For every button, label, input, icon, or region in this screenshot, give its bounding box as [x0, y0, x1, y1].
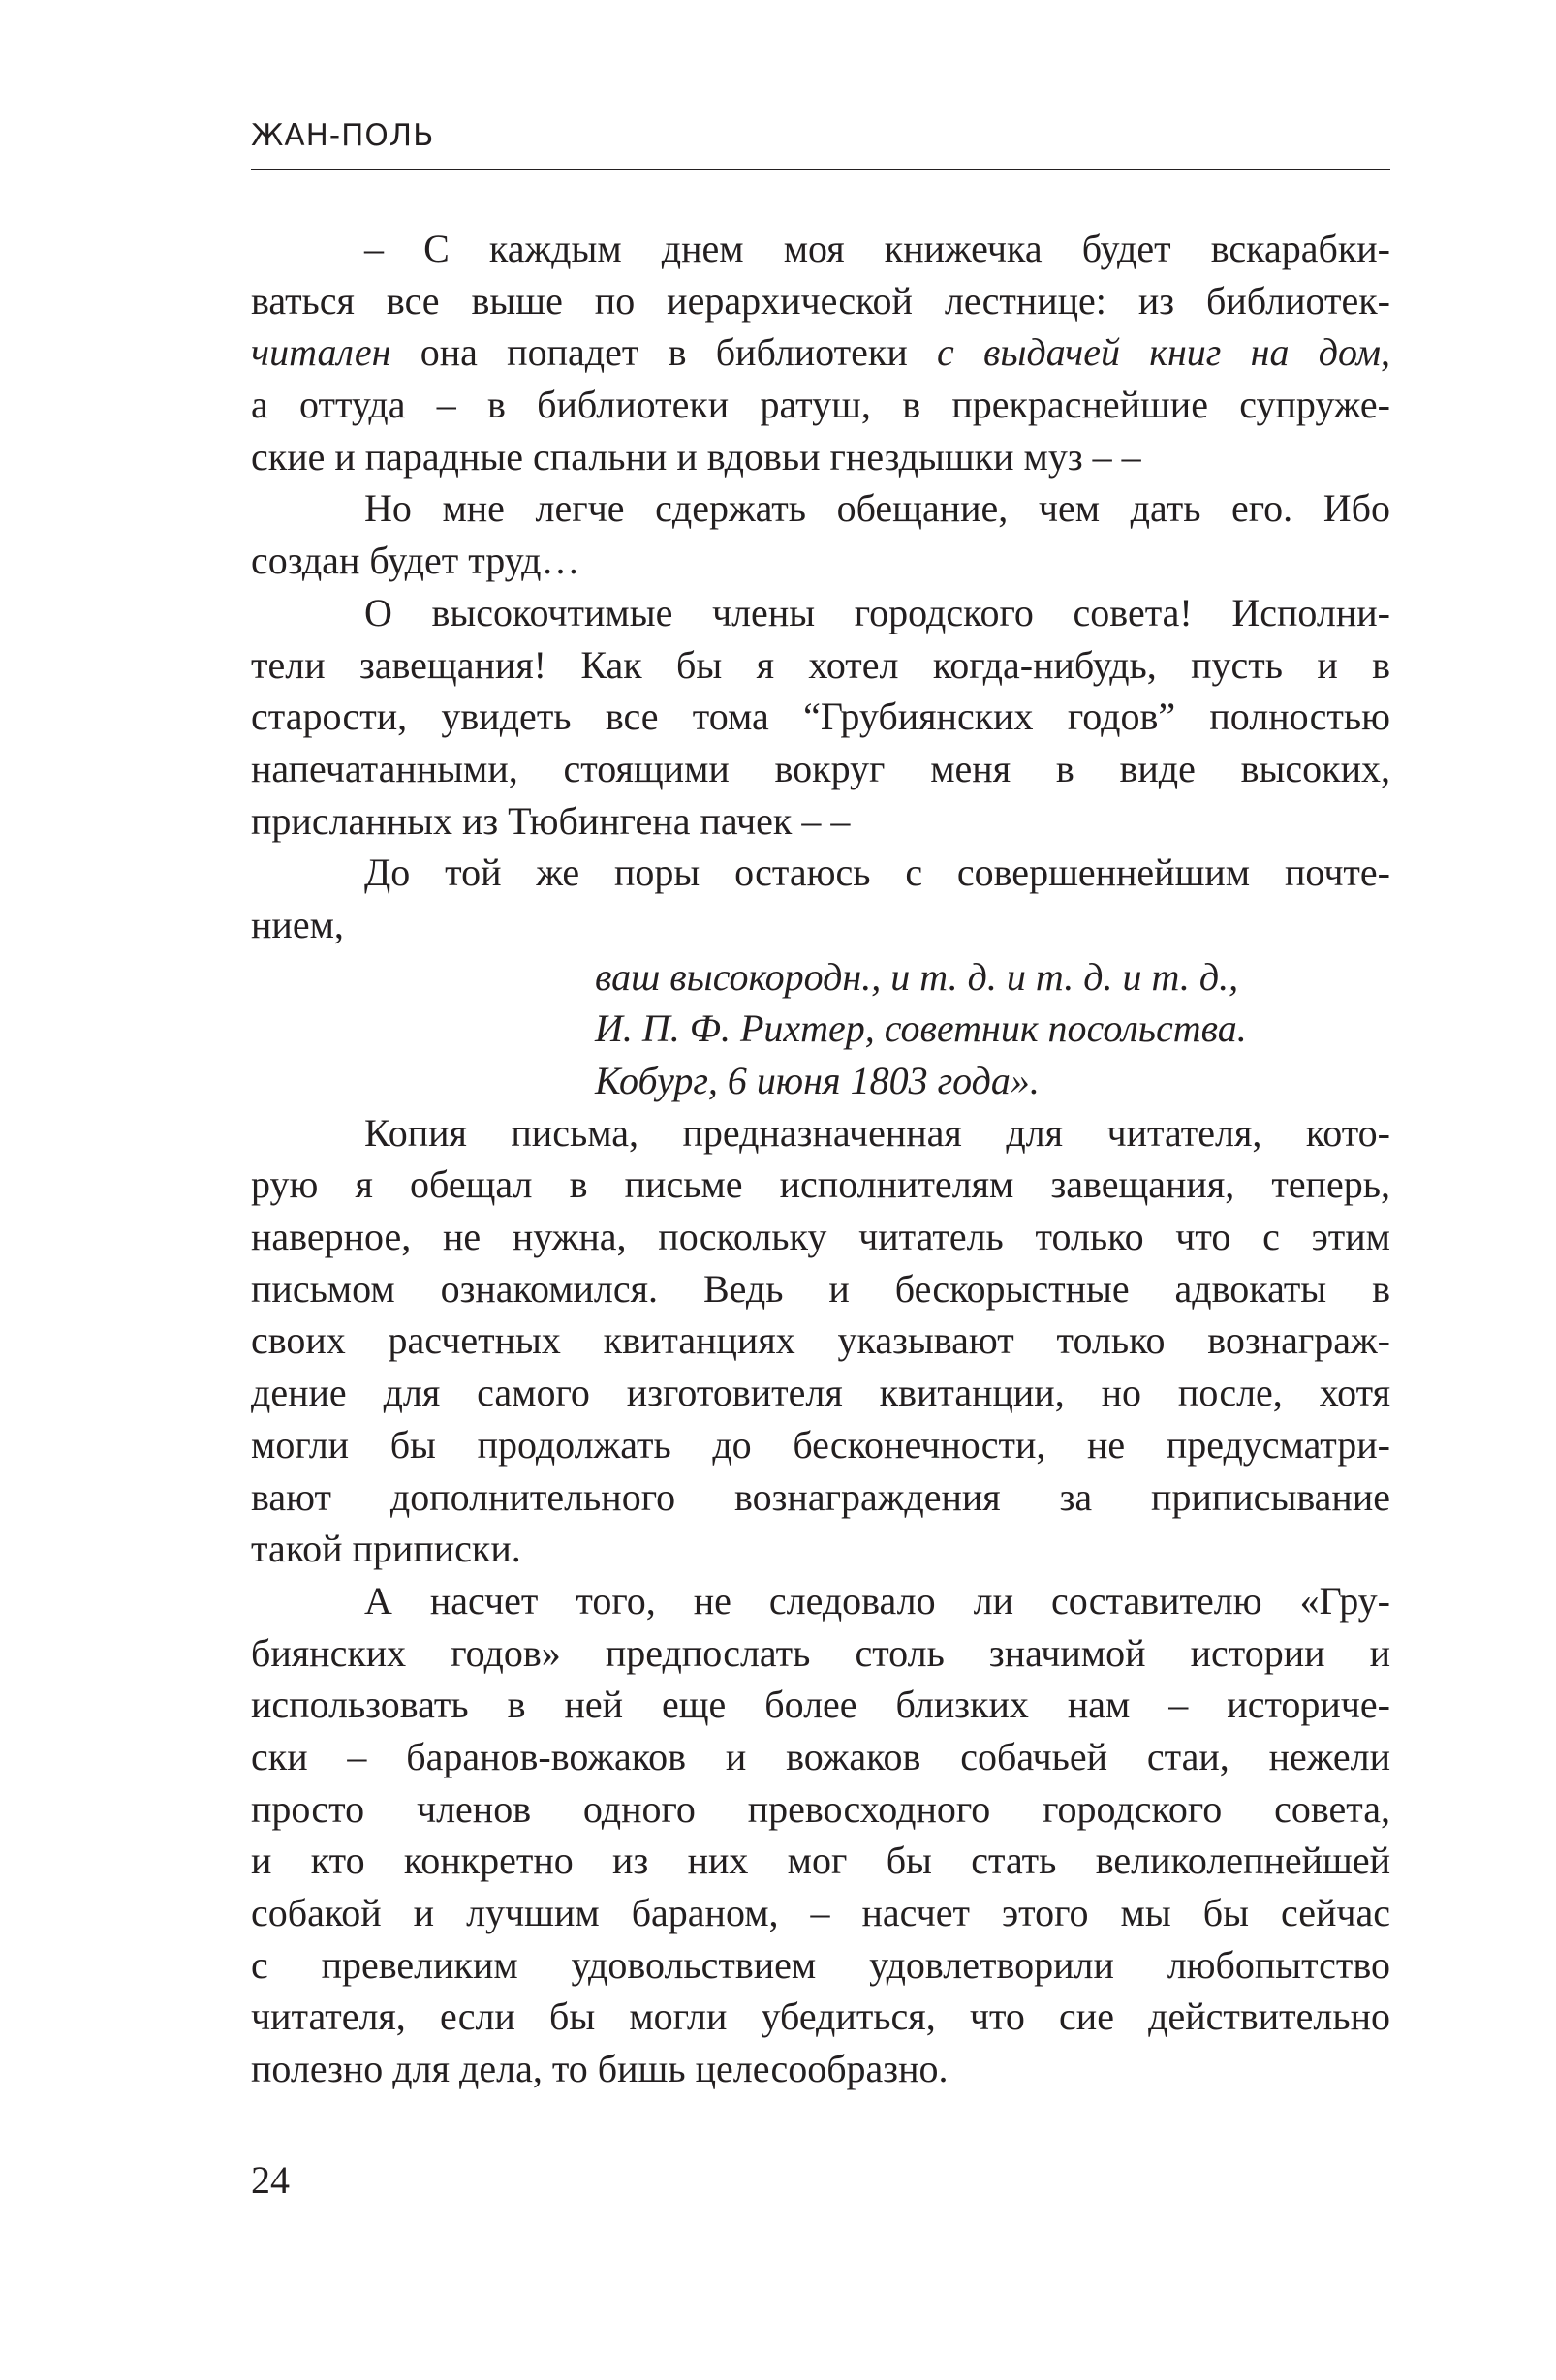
- text-line: письмом ознакомился. Ведь и бескорыстные адвокаты в: [251, 1266, 1390, 1311]
- text-line: рую я обещал в письме исполнителям завещания, теперь,: [251, 1162, 1390, 1207]
- text-line: Копия письма, предназначенная для читателя, кото-: [364, 1110, 1390, 1155]
- italic-span: Кобург, 6 июня 1803 года: [595, 1059, 1011, 1102]
- text-line: Но мне легче сдержать обещание, чем дать его. Ибо: [364, 486, 1390, 531]
- text-line: нием,: [251, 902, 344, 946]
- text-line: ваться все выше по иерархической лестнице: из библиотек-: [251, 278, 1390, 323]
- italic-span: читален: [251, 330, 391, 375]
- text-span: ».: [1010, 1059, 1040, 1102]
- text-line: полезно для дела, то бишь целесообразно.: [251, 2047, 949, 2091]
- text-line: напечатанными, стоящими вокруг меня в виде высоких,: [251, 746, 1390, 790]
- text-span: ,: [1381, 330, 1390, 375]
- header-rule: [251, 169, 1390, 170]
- text-line: создан будет труд…: [251, 539, 580, 583]
- text-line: биянских годов» предпослать столь значимой истории и: [251, 1630, 1390, 1675]
- text-line: присланных из Тюбингена пачек – –: [251, 798, 851, 843]
- page-number: 24: [251, 2158, 290, 2202]
- text-line: читателя, если бы могли убедиться, что сие действительно: [251, 1994, 1390, 2039]
- text-line: просто членов одного превосходного городского совета,: [251, 1786, 1390, 1831]
- text-line: ские и парадные спальни и вдовьи гнездышки муз – –: [251, 434, 1141, 479]
- text-line: собакой и лучшим бараном, – насчет этого мы бы сейчас: [251, 1891, 1390, 1934]
- text-line: А насчет того, не следовало ли составителю «Гру-: [364, 1578, 1390, 1623]
- text-line: До той же поры остаюсь с совершеннейшим почте-: [364, 850, 1390, 895]
- signature-line: [251, 1055, 1390, 1107]
- text-line: своих расчетных квитанциях указывают только вознаграж-: [251, 1318, 1390, 1363]
- text-line: О высокочтимые члены городского совета! Исполни-: [364, 590, 1390, 634]
- text-line: с превеликим удовольствием удовлетворили любопытство: [251, 1942, 1390, 1987]
- text-line: ски – баранов-вожаков и вожаков собачьей стаи, нежели: [251, 1734, 1390, 1778]
- italic-span: с выдачей книг на дом: [937, 330, 1381, 375]
- signature-line: ваш высокородн., и т. д. и т. д. и т. д.,: [595, 954, 1239, 999]
- text-line: такой приписки.: [251, 1527, 521, 1571]
- text-line: – С каждым днем моя книжечка будет вскарабки-: [364, 227, 1390, 270]
- text-span: она попадет в библиотеки: [390, 330, 937, 375]
- body-text: [251, 223, 1390, 2095]
- text-line: использовать в ней еще более близких нам – историче-: [251, 1683, 1390, 1727]
- text-line: и кто конкретно из них мог бы стать великолепнейшей: [251, 1839, 1390, 1883]
- text-line: тели завещания! Как бы я хотел когда-нибудь, пусть и в: [251, 642, 1390, 687]
- text-line: вают дополнительного вознаграждения за приписывание: [251, 1474, 1390, 1519]
- text-line: старости, увидеть все тома “Грубиянских годов” полностью: [251, 695, 1390, 739]
- text-line: наверное, не нужна, поскольку читатель только что с этим: [251, 1215, 1390, 1259]
- text-line: дение для самого изготовителя квитанции, но после, хотя: [251, 1371, 1390, 1415]
- running-head: ЖАН-ПОЛЬ: [251, 118, 435, 153]
- text-line: [251, 326, 1390, 379]
- text-line: а оттуда – в библиотеки ратуш, в прекраснейшие супруже-: [251, 383, 1390, 427]
- text-line: могли бы продолжать до бесконечности, не предусматри-: [251, 1422, 1390, 1467]
- signature-line: И. П. Ф. Рихтер, советник посольства.: [595, 1006, 1247, 1051]
